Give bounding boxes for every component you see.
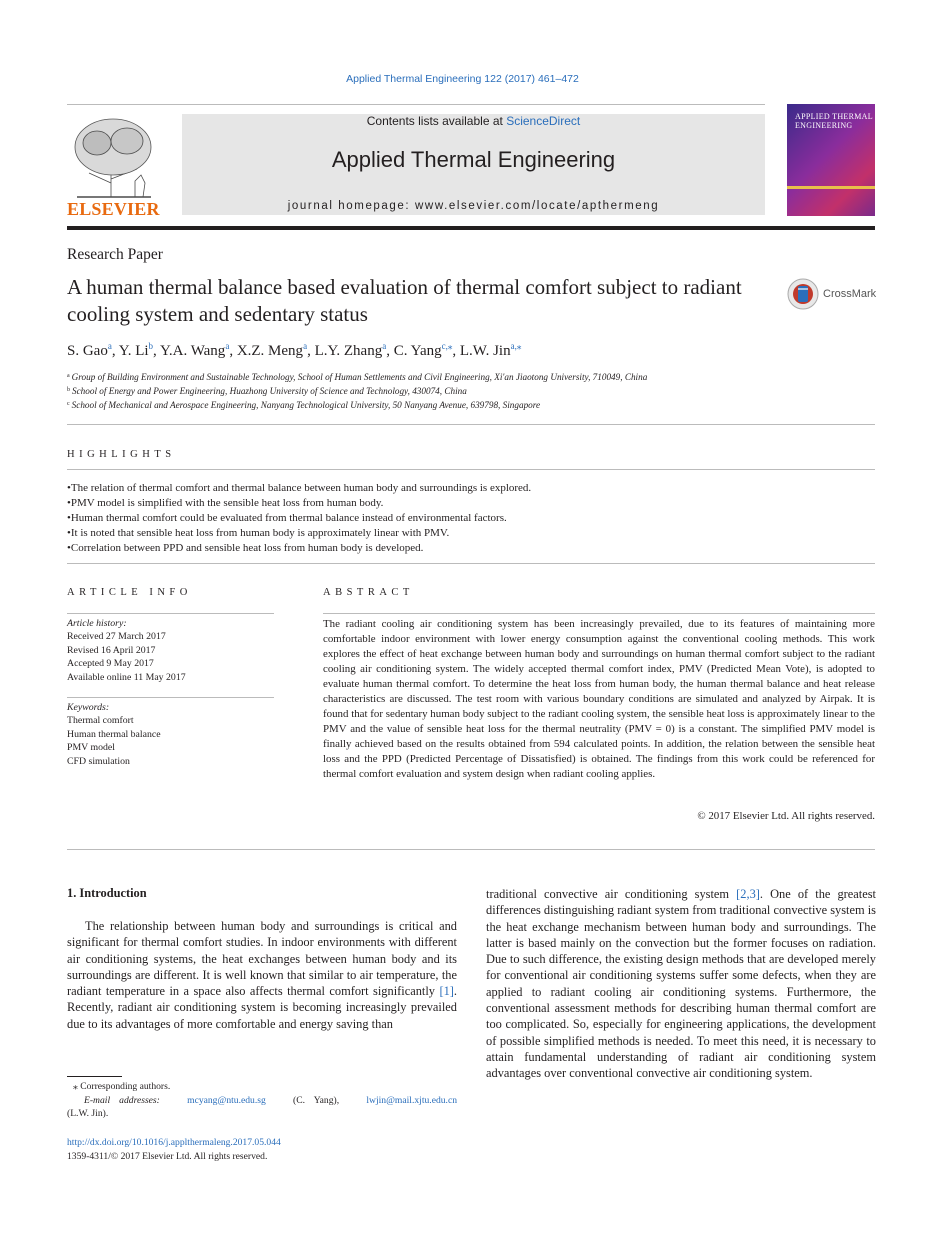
author-name[interactable]: C. Yang [393, 343, 442, 359]
highlight-item: • PMV model is simplified with the sensible heat loss from human body. [67, 496, 875, 511]
highlight-item: • Correlation between PPD and sensible heat loss from human body is developed. [67, 541, 875, 556]
divider [67, 849, 875, 850]
keyword-item: Human thermal balance [67, 728, 161, 740]
author-list: S. Gao$^a$, Y. Li$^b$, Y.A. Wang$^a$, X.Z. Meng$^a$, L.Y. Zhang$^a$, C. Yang$^{c,⁎}$, L.W. Jin$^{a,⁎}$ [67, 341, 522, 359]
doi-link[interactable]: http://dx.doi.org/10.1016/j.applthermaleng.2017.05.044 [67, 1137, 281, 1148]
affiliation-text: School of Energy and Power Engineering, Huazhong University of Science and Technology, 430074, China [72, 386, 467, 396]
journal-reference-link[interactable]: Applied Thermal Engineering 122 (2017) 461–472 [346, 73, 579, 85]
citation-link[interactable]: [2,3] [736, 887, 760, 901]
history-label: Article history: [67, 618, 127, 629]
divider [67, 563, 875, 564]
intro-paragraph-right [486, 886, 876, 1082]
highlight-item: • Human thermal comfort could be evaluated from thermal balance instead of environmental factors. [67, 511, 875, 526]
corresponding-label: ⁎ Corresponding authors. [73, 1081, 171, 1092]
email-link[interactable]: lwjin@mail.xjtu.edu.cn [366, 1094, 457, 1106]
elsevier-wordmark[interactable]: ELSEVIER [67, 199, 160, 219]
divider [67, 697, 274, 698]
highlight-item: • It is noted that sensible heat loss from human body is approximately linear with PMV. [67, 526, 875, 541]
affiliation-list [67, 370, 647, 412]
email-owner: (L.W. Jin). [67, 1108, 109, 1119]
masthead-rule [67, 226, 875, 230]
keyword-item: Thermal comfort [67, 715, 134, 727]
highlights-heading: HIGHLIGHTS [67, 449, 176, 460]
author-affiliation-marker[interactable]: c,⁎ [441, 341, 453, 351]
affiliation-key: a [67, 373, 70, 379]
article-type: Research Paper [67, 246, 163, 263]
divider [67, 469, 875, 470]
affiliation-key: b [67, 387, 70, 393]
history-item: Available online 11 May 2017 [67, 671, 186, 683]
author-affiliation-marker[interactable]: a [303, 341, 308, 351]
intro-text: The relationship between human body and surroundings is critical and significant for thermal comfort studies. In indoor environments with different air conditioning systems, the heat exchanges between human body and its surroundings are different. It is well known that similar to air temperature, the radiant temperature in a space also affects thermal comfort significantly [67, 919, 457, 999]
affiliation-item [67, 370, 647, 384]
author-affiliation-marker[interactable]: a [225, 341, 230, 351]
abstract-heading: ABSTRACT [323, 587, 414, 598]
abstract-text: The radiant cooling air conditioning system has been increasingly prevailed, due to its features of maintaining more comfortable indoor environment with lower energy consumption against the conventional cooling methods. This work explores the effect of heat exchange between human body and surroundings on human thermal comfort subject to the radiant cooling air conditioning system. The widely accepted thermal comfort index, PMV (Predicted Mean Vote), is adopted to evaluate human thermal comfort. To determine the heat loss from human body, the human thermal balance and heat release characteristics are discussed. The test room with various boundary conditions are simulated and analyzed by Airpak. It is found that for sedentary human body subject to the radiant cooling system, the sensible heat loss is approximately linear to the PMV and the value of sensible heat loss for the thermal neutrality (PMV = 0) is a constant. The simplified PMV model is finally achieved based on the results obtained from 594 calculated points. In addition, the relation between the sensible heat loss and the PPD (Predicted Percentage of Dissatisfied) is obtained. The findings from this work could be referenced for thermal comfort evaluation and system design when radiant cooling applies. [323, 618, 875, 780]
email-link[interactable]: mcyang@ntu.edu.sg [187, 1094, 266, 1106]
article-info-heading: ARTICLE INFO [67, 587, 192, 598]
divider [323, 613, 875, 614]
affiliation-key: c [67, 401, 70, 407]
email-owner: (C. Yang), [293, 1094, 340, 1106]
journal-cover-title: APPLIED THERMAL ENGINEERING [795, 112, 873, 130]
email-label: E-mail addresses: [84, 1094, 160, 1106]
author-affiliation-marker[interactable]: b [148, 341, 154, 351]
author-name[interactable]: L.Y. Zhang [314, 343, 383, 359]
divider [67, 424, 875, 425]
intro-paragraph-left [67, 918, 457, 1032]
keywords-label: Keywords: [67, 702, 110, 713]
history-item: Accepted 9 May 2017 [67, 658, 154, 670]
citation-link[interactable]: [1] [439, 984, 454, 999]
abstract-copyright: © 2017 Elsevier Ltd. All rights reserved. [697, 810, 875, 822]
affiliation-item [67, 398, 647, 412]
issn-copyright: 1359-4311/© 2017 Elsevier Ltd. All rights reserved. [67, 1150, 268, 1162]
contents-line [182, 114, 765, 128]
intro-text: . Recently, radiant air conditioning system is becoming increasingly prevailed due to its advantages of more comfortable and energy saving than [67, 984, 457, 1031]
intro-text: . One of the greatest differences distinguishing radiant system from traditional convective system is the heat exchange mechanism between human body and surroundings. The latter is based mainly on the convection but the former focuses on radiation. Due to such difference, the existing design methods that are developed merely for conventional air conditioning systems suffer some defects, when they are applied to radiant cooling air conditioning systems. Furthermore, the conventional assessment methods for describing human thermal comfort are too complicated. So, especially for engineering applications, the development of possible simplified methods is needed. To meet this need, it is necessary to attain fundamental understanding of radiant air conditioning system advantages over conventional convective air conditioning system. [486, 887, 877, 1081]
affiliation-item [67, 384, 647, 398]
keywords [67, 701, 277, 768]
keyword-item: PMV model [67, 742, 115, 754]
author-name[interactable]: X.Z. Meng [236, 343, 304, 359]
author-affiliation-marker[interactable]: a [382, 341, 387, 351]
keyword-item: CFD simulation [67, 755, 130, 767]
journal-homepage-link[interactable]: journal homepage: www.elsevier.com/locate/apthermeng [287, 200, 660, 212]
crossmark-label[interactable]: CrossMark [823, 288, 877, 300]
highlight-item: • The relation of thermal comfort and thermal balance between human body and surroundings is explored. [67, 481, 875, 496]
contents-prefix: Contents lists available at [366, 114, 503, 128]
author-name[interactable]: L.W. Jin [459, 343, 511, 359]
header-divider [67, 104, 765, 105]
article-history [67, 617, 277, 684]
history-item: Received 27 March 2017 [67, 631, 166, 643]
highlights-list [67, 481, 875, 556]
page-footer [67, 1136, 281, 1163]
sciencedirect-link[interactable]: ScienceDirect [506, 114, 581, 128]
history-item: Revised 16 April 2017 [67, 644, 156, 656]
author-name[interactable]: Y.A. Wang [159, 343, 226, 359]
affiliation-text: Group of Building Environment and Sustainable Technology, School of Human Settlements and Civil Engineering, Xi'an Jiaotong University, 710049, China [71, 372, 648, 382]
author-name[interactable]: Y. Li [118, 343, 149, 359]
author-affiliation-marker[interactable]: a,⁎ [510, 341, 522, 351]
affiliation-text: School of Mechanical and Aerospace Engineering, Nanyang Technological University, 50 Nanyang Avenue, 639798, Singapore [71, 400, 541, 410]
section-heading-introduction: 1. Introduction [67, 886, 147, 900]
intro-text: traditional convective air conditioning system [486, 887, 737, 901]
divider [67, 613, 274, 614]
journal-cover-strip [787, 186, 875, 189]
author-affiliation-marker[interactable]: a [107, 341, 112, 351]
journal-title[interactable]: Applied Thermal Engineering [331, 147, 616, 172]
corresponding-footnote [67, 1080, 457, 1121]
article-title: A human thermal balance based evaluation of thermal comfort subject to radiant cooling system and sedentary status [67, 275, 742, 326]
author-name[interactable]: S. Gao [67, 343, 108, 359]
footnote-rule [67, 1076, 122, 1077]
